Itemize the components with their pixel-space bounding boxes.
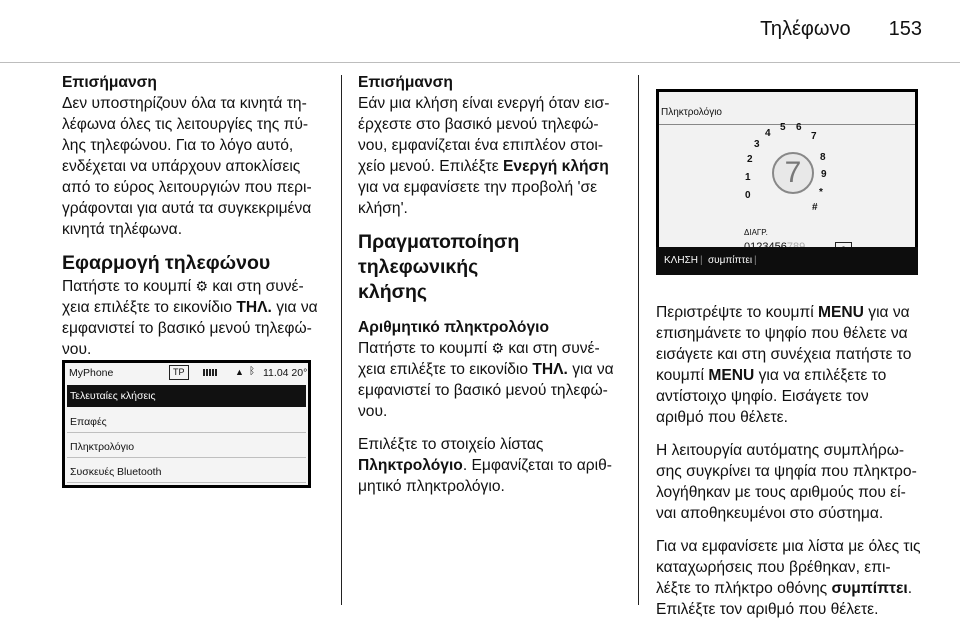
sub-heading: Αριθμητικό πληκτρολόγιο	[358, 319, 549, 336]
softkey-separator: |	[700, 255, 703, 266]
status-bar	[65, 363, 308, 383]
text-line: από το εύρος λειτουργιών που περι-	[62, 179, 312, 196]
keypad-label: Πληκτρολόγιο	[358, 457, 463, 474]
menu-item-contacts[interactable]: Επαφές	[67, 411, 306, 433]
digit-9[interactable]: 9	[821, 169, 827, 180]
text-line: ενδέχεται να υπάρχουν αποκλίσεις	[62, 158, 301, 175]
text-run: . Εμφανίζεται το αριθ-	[462, 457, 613, 474]
page-number: 153	[888, 18, 922, 40]
keypad-title: Πληκτρολόγιο	[661, 107, 722, 118]
paragraph	[358, 338, 624, 422]
tel-label: ΤΗΛ.	[236, 299, 272, 316]
text-run: για να	[567, 361, 614, 378]
text-line: Για να εμφανίσετε μια λίστα με όλες τις	[656, 538, 921, 555]
text-line	[358, 338, 624, 359]
text-line: νου, εμφανίζεται ένα επιπλέον στοι-	[358, 137, 604, 154]
active-call-label: Ενεργή κλήση	[503, 158, 609, 175]
keypad-screenshot	[656, 89, 918, 275]
text-line: αριθμό που θέλετε.	[656, 409, 788, 426]
text-run: λέξτε το πλήκτρο οθόνης	[656, 580, 832, 597]
column-3	[656, 302, 926, 620]
match-label: συμπίπτει	[831, 580, 908, 597]
text-line	[358, 156, 624, 177]
digit-8[interactable]: 8	[820, 152, 826, 163]
paragraph	[358, 434, 624, 497]
menu-item-bluetooth-devices[interactable]: Συσκευές Bluetooth	[67, 461, 306, 483]
text-line	[62, 297, 330, 318]
digit-hash[interactable]: #	[812, 202, 818, 213]
tel-label: ΤΗΛ.	[532, 361, 568, 378]
text-line: μητικό πληκτρολόγιο.	[358, 478, 505, 495]
call-softkey[interactable]: ΚΛΗΣΗ	[664, 255, 698, 266]
note-text	[62, 93, 330, 240]
column-divider	[638, 75, 639, 605]
softkey-separator: |	[754, 255, 757, 266]
header-rule	[0, 62, 960, 63]
text-line: λέφωνα όλες τις λειτουργίες της πύ-	[62, 116, 309, 133]
phone-menu-screenshot	[62, 360, 311, 488]
text-line: επισημάνετε το ψηφίο που θέλετε να	[656, 325, 908, 342]
text-run: Περιστρέψτε το κουμπί	[656, 304, 819, 321]
digit-2[interactable]: 2	[747, 154, 753, 165]
paragraph	[62, 276, 330, 360]
text-line	[656, 302, 926, 323]
text-run: και στη συνέ-	[208, 278, 304, 295]
text-line: γράφονται για αυτά τα συγκεκριμένα	[62, 200, 312, 217]
text-run: για να	[271, 299, 318, 316]
text-line	[358, 455, 624, 476]
text-line: έρχεστε στο βασικό μενού τηλεφώ-	[358, 116, 599, 133]
note-heading: Επισήμανση	[62, 74, 157, 91]
text-run: για να	[863, 304, 910, 321]
text-line	[358, 359, 624, 380]
section-heading	[358, 230, 624, 305]
heading-line: Πραγματοποίηση τηλεφωνικής	[358, 231, 520, 278]
digit-5[interactable]: 5	[780, 122, 786, 133]
digit-star[interactable]: *	[819, 187, 823, 198]
text-line: λογήθηκαν με τους αριθμούς που εί-	[656, 484, 906, 501]
signal-icon: ▲	[235, 367, 244, 377]
text-run: χείο μενού. Επιλέξτε	[358, 158, 504, 175]
device-name: MyPhone	[69, 367, 114, 379]
text-line: Η λειτουργία αυτόματης συμπλήρω-	[656, 442, 905, 459]
text-line: αντίστοιχο ψηφίο. Εισάγετε τον	[656, 388, 869, 405]
text-line: νου.	[358, 403, 388, 420]
text-run: και στη συνέ-	[504, 340, 600, 357]
text-line: εισάγετε και στη συνέχεια πατήστε το	[656, 346, 912, 363]
text-run: για να επιλέξετε το	[754, 367, 887, 384]
tp-badge: TP	[169, 365, 189, 380]
digit-6[interactable]: 6	[796, 122, 802, 133]
menu-label: MENU	[708, 367, 755, 384]
page-title: Τηλέφωνο	[760, 18, 851, 40]
text-line: Επιλέξτε τον αριθμό που θέλετε.	[656, 601, 879, 618]
text-line: λης τηλεφώνου. Για το λόγο αυτό,	[62, 137, 294, 154]
title-divider	[659, 124, 915, 125]
text-line: για να εμφανίσετε την προβολή 'σε	[358, 179, 598, 196]
menu-label: MENU	[818, 304, 864, 321]
column-2	[358, 72, 624, 497]
gear-icon: ⚙	[491, 340, 505, 356]
match-softkey[interactable]: συμπίπτει	[708, 255, 753, 266]
text-line: Δεν υποστηρίζουν όλα τα κινητά τη-	[62, 95, 307, 112]
page-header	[760, 18, 922, 41]
note-heading: Επισήμανση	[358, 74, 453, 91]
text-line: Εάν μια κλήση είναι ενεργή όταν εισ-	[358, 95, 610, 112]
text-line: κλήση'.	[358, 200, 408, 217]
digit-0[interactable]: 0	[745, 190, 751, 201]
text-line	[62, 276, 330, 297]
text-line: καταχωρήσεις που βρέθηκαν, επι-	[656, 559, 891, 576]
text-line: νου.	[62, 341, 92, 358]
clock: 11.04 20°	[263, 367, 308, 379]
digit-3[interactable]: 3	[754, 139, 760, 150]
column-1	[62, 72, 330, 360]
text-line: εμφανιστεί το βασικό μενού τηλεφώ-	[358, 382, 608, 399]
menu-item-recent-calls[interactable]: Τελευταίες κλήσεις	[67, 385, 306, 407]
menu-item-keypad[interactable]: Πληκτρολόγιο	[67, 436, 306, 458]
text-line: Επιλέξτε το στοιχείο λίστας	[358, 436, 544, 453]
text-run: χεια επιλέξτε το εικονίδιο	[62, 299, 237, 316]
text-run: Πατήστε το κουμπί	[62, 278, 196, 295]
paragraph	[656, 536, 926, 620]
paragraph	[656, 302, 926, 428]
gear-icon: ⚙	[195, 278, 209, 294]
battery-icon	[203, 369, 217, 376]
column-divider	[341, 75, 342, 605]
digit-4[interactable]: 4	[765, 128, 771, 139]
digit-7[interactable]: 7	[811, 131, 817, 142]
heading-line: κλήσης	[358, 281, 428, 303]
selection-dial: 7	[772, 152, 814, 194]
text-run: χεια επιλέξτε το εικονίδιο	[358, 361, 533, 378]
softkey-bar	[656, 247, 918, 275]
section-heading: Εφαρμογή τηλεφώνου	[62, 252, 271, 274]
text-run: .	[907, 580, 913, 597]
text-line: εμφανιστεί το βασικό μενού τηλεφώ-	[62, 320, 312, 337]
delete-label[interactable]: ΔΙΑΓΡ.	[744, 228, 768, 237]
digit-1[interactable]: 1	[745, 172, 751, 183]
text-line: κινητά τηλέφωνα.	[62, 221, 183, 238]
text-line: ναι αποθηκευμένοι στο σύστημα.	[656, 505, 884, 522]
paragraph	[656, 440, 926, 524]
note-text	[358, 93, 624, 219]
text-line	[656, 365, 926, 386]
text-run: Πατήστε το κουμπί	[358, 340, 492, 357]
text-run: κουμπί	[656, 367, 709, 384]
text-line: σης συγκρίνει τα ψηφία που πληκτρο-	[656, 463, 917, 480]
bluetooth-icon: ᛒ	[249, 366, 255, 377]
text-line	[656, 578, 926, 599]
